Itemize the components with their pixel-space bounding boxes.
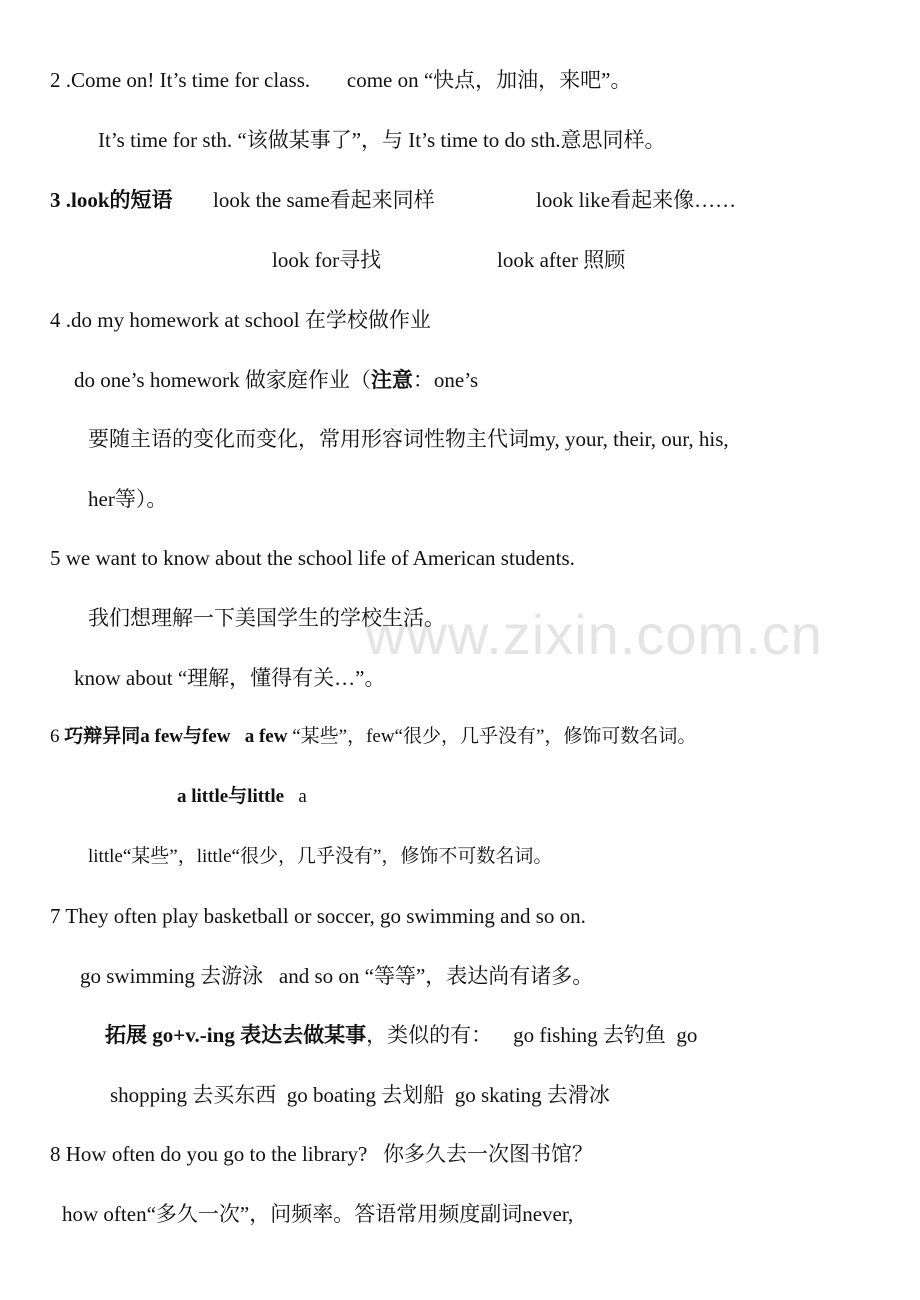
- item-4-note-end: her等）。: [88, 487, 168, 511]
- item-6-little-explanation: little“某些”，little“很少，几乎没有”，修饰不可数名词。: [88, 846, 553, 867]
- item-6-little-line: [177, 783, 307, 811]
- item-6-number: 6: [50, 726, 65, 747]
- item-6-subheading: a little与little: [177, 786, 285, 807]
- item-8-explanation: how often“多久一次”，问频率。答语常用频度副词never,: [62, 1202, 574, 1226]
- item-2-explanation: It’s time for sth. “该做某事了”，与 It’s time to do sth.意思同样。: [98, 128, 666, 152]
- item-3-heading: 3 .look的短语: [50, 188, 173, 212]
- item-2-line: 2 .Come on! It’s time for class. come on “快点，加油，来吧”。: [50, 68, 632, 92]
- note-suffix: ：one’s: [412, 368, 479, 392]
- item-4-note: [74, 366, 478, 394]
- extension-text: ，类似的有： go fishing 去钓鱼 go: [366, 1023, 698, 1047]
- item-7-extension: [105, 1021, 697, 1049]
- extension-heading: 拓展 go+v.-ing 表达去做某事: [105, 1023, 367, 1047]
- item-6-line: [50, 723, 696, 751]
- item-6-sub-text: a: [284, 786, 307, 807]
- item-6-heading: 巧辩异同a few与few a few: [64, 726, 288, 747]
- item-7-extension-cont: shopping 去买东西 go boating 去划船 go skating 去滑冰: [110, 1083, 610, 1107]
- phrase-look-for: look for寻找: [272, 248, 382, 272]
- item-7-line: 7 They often play basketball or soccer, go swimming and so on.: [50, 904, 586, 928]
- watermark: www.zixin.com.cn: [365, 603, 823, 666]
- phrase-look-like: look like看起来像……: [536, 188, 737, 212]
- phrase-look-the-same: look the same看起来同样: [213, 188, 435, 212]
- item-3-line: [50, 186, 173, 214]
- item-8-line: 8 How often do you go to the library? 你多久去一次图书馆？: [50, 1142, 594, 1166]
- note-label: 注意: [370, 368, 413, 392]
- item-6-text: “某些”，few“很少，几乎没有”，修饰可数名词。: [287, 726, 697, 747]
- item-4-line: 4 .do my homework at school 在学校做作业: [50, 308, 431, 332]
- item-5-translation: 我们想理解一下美国学生的学校生活。: [88, 606, 445, 630]
- item-5-line: 5 we want to know about the school life of American students.: [50, 546, 575, 570]
- phrase-look-after: look after 照顾: [497, 248, 626, 272]
- item-4-note-cont: 要随主语的变化而变化，常用形容词性物主代词my, your, their, our, his,: [88, 427, 729, 451]
- item-7-explanation: go swimming 去游泳 and so on “等等”，表达尚有诸多。: [80, 964, 594, 988]
- item-5-explanation: know about “理解，懂得有关…”。: [74, 666, 386, 690]
- note-prefix: do one’s homework 做家庭作业（: [74, 368, 371, 392]
